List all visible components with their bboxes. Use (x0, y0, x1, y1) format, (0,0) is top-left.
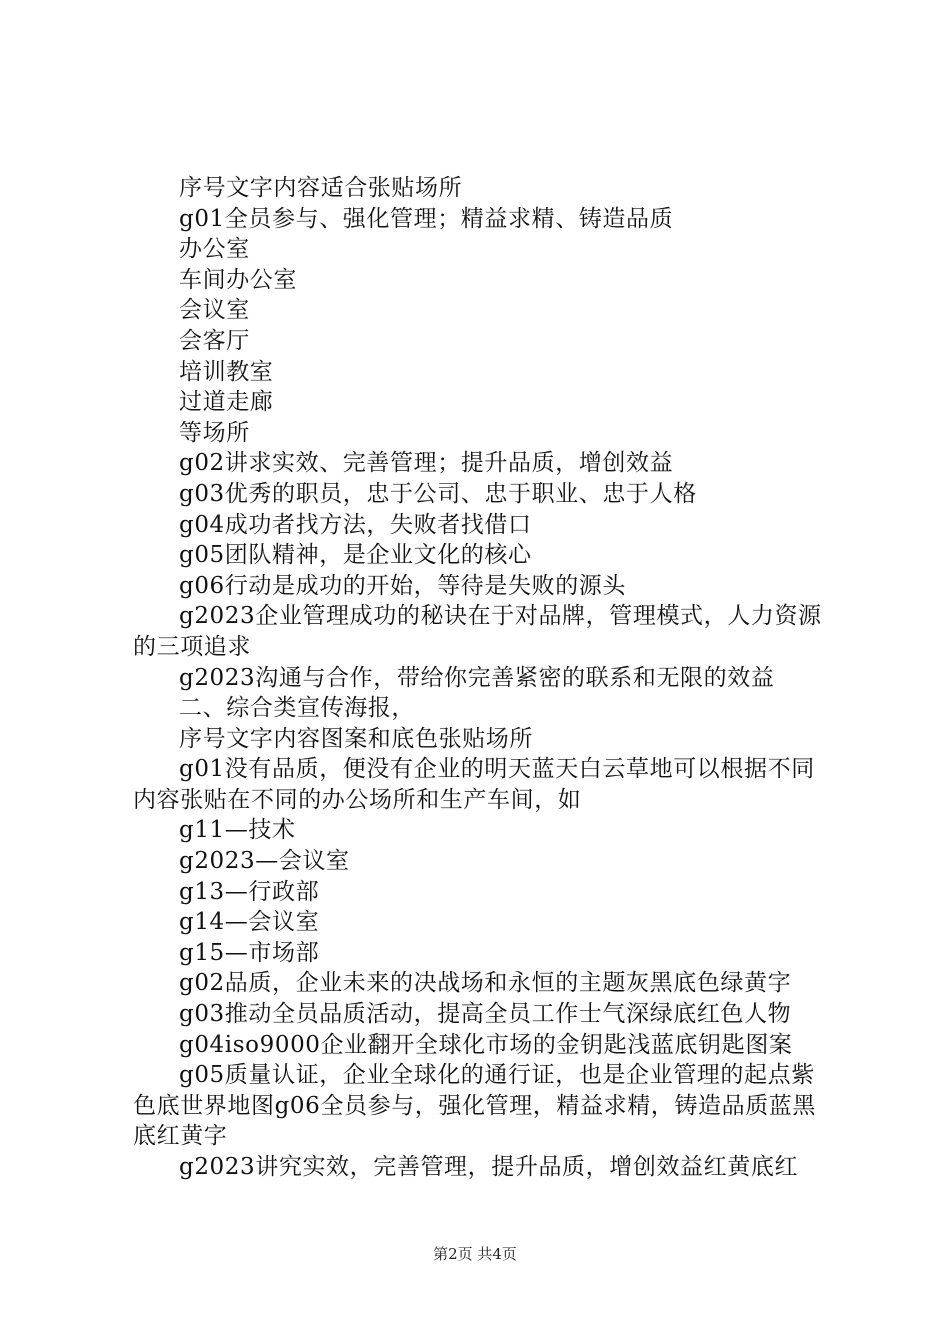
paragraph: g05团队精神，是企业文化的核心 (179, 542, 532, 569)
paragraph: g06行动是成功的开始，等待是失败的源头 (179, 572, 626, 599)
paragraph: g2023沟通与合作，带给你完善紧密的联系和无限的效益 (179, 664, 775, 691)
paragraph: g01没有品质，便没有企业的明天蓝天白云草地可以根据不同内容张贴在不同的办公场所和生产车间，如 (133, 756, 815, 813)
paragraph: 等场所 (179, 419, 250, 446)
paragraph: g15—市场部 (179, 939, 320, 966)
paragraph: g14—会议室 (179, 909, 320, 936)
paragraph: 序号文字内容适合张贴场所 (179, 175, 463, 201)
paragraph: g03推动全员品质活动，提高全员工作士气深绿底红色人物 (179, 1001, 792, 1028)
paragraph: 过道走廊 (179, 389, 274, 416)
paragraph: 序号文字内容图案和底色张贴场所 (179, 725, 533, 752)
paragraph: 培训教室 (179, 358, 274, 385)
paragraph: 办公室 (179, 236, 250, 263)
paragraph: g13—行政部 (179, 878, 320, 905)
paragraph: 车间办公室 (179, 266, 297, 293)
page-footer: 第2页 共4页 (433, 1245, 517, 1263)
paragraph: g02讲求实效、完善管理；提升品质，增创效益 (179, 450, 674, 477)
paragraph: g04iso9000企业翻开全球化市场的金钥匙浅蓝底钥匙图案 (179, 1031, 793, 1058)
paragraph: g02品质，企业未来的决战场和永恒的主题灰黑底色绿黄字 (179, 970, 792, 997)
section-heading: 二、综合类宣传海报， (179, 695, 415, 722)
paragraph: g2023讲究实效，完善管理，提升品质，增创效益红黄底红 (179, 1154, 799, 1180)
paragraph: 会客厅 (179, 327, 250, 354)
paragraph: g04成功者找方法，失败者找借口 (179, 511, 532, 538)
paragraph: g01全员参与、强化管理；精益求精、铸造品质 (179, 205, 674, 232)
paragraph: g03优秀的职员，忠于公司、忠于职业、忠于人格 (179, 480, 697, 507)
paragraph: g11—技术 (179, 817, 296, 844)
paragraph: g2023企业管理成功的秘诀在于对品牌，管理模式，人力资源的三项追求 (133, 603, 822, 660)
paragraph: g05质量认证，企业全球化的通行证，也是企业管理的起点紫色底世界地图g06全员参与，强化管理，精益求精，铸造品质蓝黑底红黄字 (133, 1062, 816, 1150)
paragraph: 会议室 (179, 297, 250, 324)
paragraph: g2023—会议室 (179, 848, 350, 875)
document-body (133, 173, 838, 1183)
